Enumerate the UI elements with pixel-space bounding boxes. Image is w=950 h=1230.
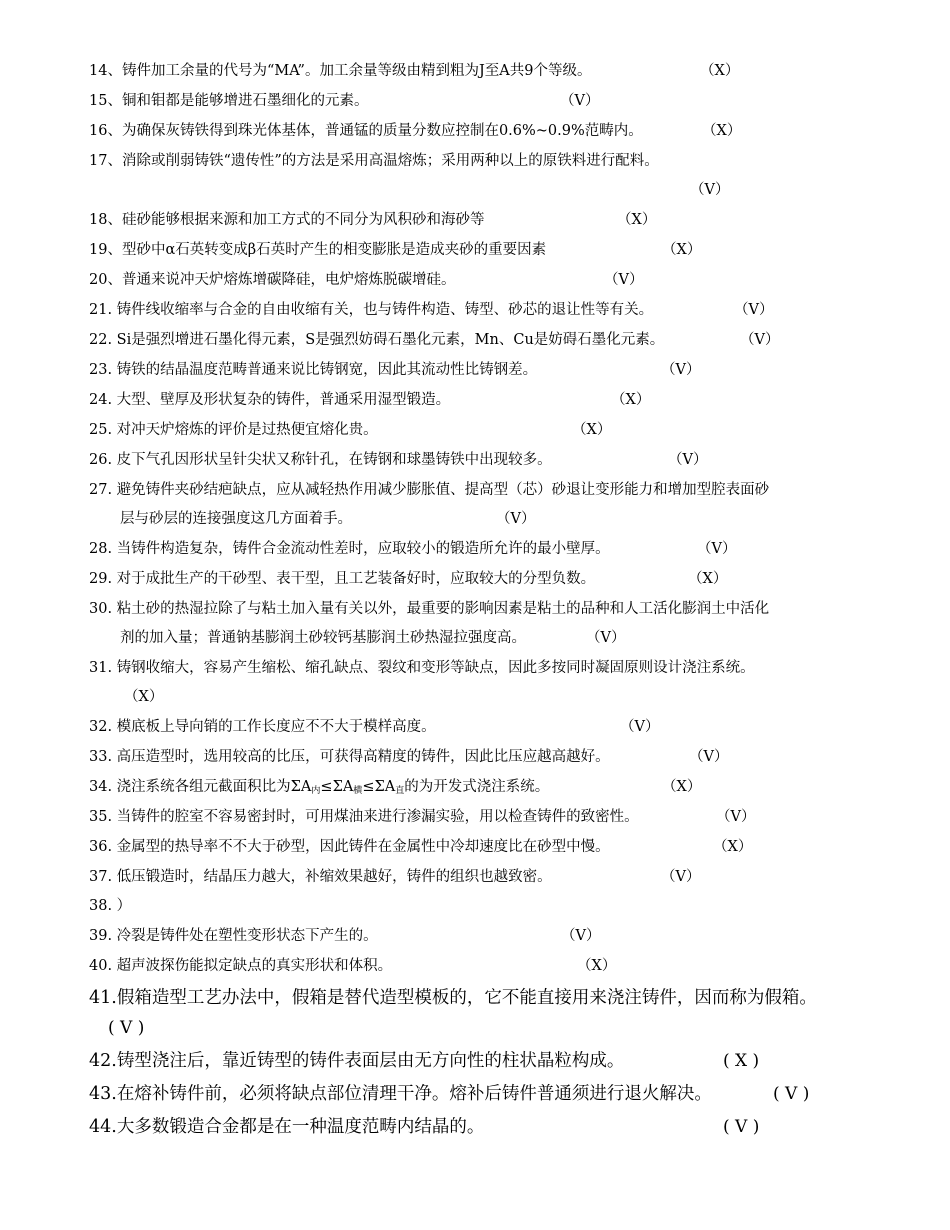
answer-33: （V） — [689, 749, 729, 765]
question-17: 17、消除或削弱铸铁“遗传性”的方法是采用高温熔炼；采用两种以上的原铁料进行配料。 — [89, 153, 659, 169]
answer-36: （X） — [713, 839, 753, 855]
subscript-zhi: 直 — [395, 786, 405, 796]
answer-42: ( X ) — [723, 1051, 760, 1071]
answer-34: （X） — [662, 779, 702, 795]
question-39: 39. 冷裂是铸件处在塑性变形状态下产生的。 — [89, 928, 378, 944]
answer-35: （V） — [716, 809, 756, 825]
answer-24: （X） — [611, 392, 651, 408]
question-15: 15、铜和钼都是能够增进石墨细化的元素。 — [89, 93, 369, 109]
question-34-part-c: ≤ΣA — [362, 779, 396, 795]
question-34-part-d: 的为开发式浇注系统。 — [404, 779, 550, 795]
subscript-heng: 横 — [353, 786, 363, 796]
answer-20: （V） — [604, 272, 644, 288]
answer-43: ( V ) — [773, 1084, 810, 1104]
question-23: 23. 铸铁的结晶温度范畴普通来说比铸钢宽，因此其流动性比铸钢差。 — [89, 362, 538, 378]
answer-21: （V） — [734, 302, 774, 318]
answer-14: （X） — [700, 63, 740, 79]
question-32: 32. 模底板上导向销的工作长度应不不大于模样高度。 — [89, 719, 436, 735]
answer-28: （V） — [697, 541, 737, 557]
answer-40: （X） — [577, 958, 617, 974]
question-41: 41.假箱造型工艺办法中，假箱是替代造型模板的，它不能直接用来浇注铸件，因而称为假箱。 — [89, 988, 817, 1008]
question-29: 29. 对于成批生产的干砂型、表干型，且工艺装备好时，应取较大的分型负数。 — [89, 571, 596, 587]
answer-17: （V） — [690, 182, 730, 198]
question-16: 16、为确保灰铸铁得到珠光体基体，普通锰的质量分数应控制在0.6%~0.9%范畴内。 — [89, 123, 643, 139]
question-36: 36. 金属型的热导率不不大于砂型，因此铸件在金属性中冷却速度比在砂型中慢。 — [89, 839, 610, 855]
question-34-part-a: 34. 浇注系统各组元截面积比为ΣA — [89, 779, 312, 795]
answer-22: （V） — [740, 332, 780, 348]
question-18: 18、硅砂能够根据来源和加工方式的不同分为风积砂和海砂等 — [89, 212, 485, 228]
question-22: 22. Si是强烈增进石墨化得元素，S是强烈妨碍石墨化元素，Mn、Cu是妨碍石墨化元素。 — [89, 332, 665, 348]
subscript-nei: 内 — [311, 786, 321, 796]
answer-39: （V） — [561, 928, 601, 944]
answer-16: （X） — [702, 123, 742, 139]
question-19: 19、型砂中α石英转变成β石英时产生的相变膨胀是造成夹砂的重要因素 — [89, 242, 547, 258]
answer-18: （X） — [617, 212, 657, 228]
answer-44: ( V ) — [723, 1117, 760, 1137]
question-28: 28. 当铸件构造复杂，铸件合金流动性差时，应取较小的锻造所允许的最小壁厚。 — [89, 541, 610, 557]
answer-15: （V） — [560, 93, 600, 109]
question-33: 33. 高压造型时，选用较高的比压，可获得高精度的铸件，因此比压应越高越好。 — [89, 749, 610, 765]
question-21: 21. 铸件线收缩率与合金的自由收缩有关，也与铸件构造、铸型、砂芯的退让性等有关。 — [89, 302, 654, 318]
answer-25: （X） — [572, 422, 612, 438]
answer-26: （V） — [668, 452, 708, 468]
question-27-continued: 层与砂层的连接强度这几方面着手。 — [120, 511, 352, 527]
question-38: 38. ） — [89, 898, 132, 914]
answer-31: （X） — [124, 689, 164, 705]
question-30-continued: 剂的加入量；普通钠基膨润土砂较钙基膨润土砂热湿拉强度高。 — [120, 630, 526, 646]
question-34 — [89, 777, 549, 801]
question-35: 35. 当铸件的腔室不容易密封时，可用煤油来进行渗漏实验，用以检查铸件的致密性。 — [89, 809, 639, 825]
answer-27: （V） — [496, 511, 536, 527]
question-26: 26. 皮下气孔因形状呈针尖状又称针孔，在铸钢和球墨铸铁中出现较多。 — [89, 452, 552, 468]
question-34-part-b: ≤ΣA — [320, 779, 354, 795]
answer-29: （X） — [688, 571, 728, 587]
question-30: 30. 粘土砂的热湿拉除了与粘土加入量有关以外，最重要的影响因素是粘土的品种和人工活化膨润土中活化 — [89, 601, 770, 617]
answer-23: （V） — [661, 362, 701, 378]
answer-30: （V） — [586, 630, 626, 646]
question-43: 43.在熔补铸件前，必须将缺点部位清理干净。熔补后铸件普通须进行退火解决。 — [89, 1084, 712, 1104]
question-27: 27. 避免铸件夹砂结疤缺点，应从减轻热作用减少膨胀值、提高型（芯）砂退让变形能力和增加型腔表面砂 — [89, 482, 770, 498]
answer-32: （V） — [620, 719, 660, 735]
question-42: 42.铸型浇注后，靠近铸型的铸件表面层由无方向性的柱状晶粒构成。 — [89, 1051, 625, 1071]
question-14: 14、铸件加工余量的代号为“MA”。加工余量等级由精到粗为J至A共9个等级。 — [89, 63, 592, 79]
question-37: 37. 低压锻造时，结晶压力越大，补缩效果越好，铸件的组织也越致密。 — [89, 869, 552, 885]
answer-41: ( V ) — [108, 1018, 145, 1038]
answer-19: （X） — [662, 242, 702, 258]
question-40: 40. 超声波探伤能拟定缺点的真实形状和体积。 — [89, 958, 393, 974]
question-31: 31. 铸钢收缩大，容易产生缩松、缩孔缺点、裂纹和变形等缺点，因此多按同时凝固原则设计浇注系统。 — [89, 660, 755, 676]
question-20: 20、普通来说冲天炉熔炼增碳降硅，电炉熔炼脱碳增硅。 — [89, 272, 456, 288]
question-24: 24. 大型、壁厚及形状复杂的铸件，普通采用湿型锻造。 — [89, 392, 451, 408]
answer-37: （V） — [661, 869, 701, 885]
question-44: 44.大多数锻造合金都是在一种温度范畴内结晶的。 — [89, 1117, 485, 1137]
question-25: 25. 对冲天炉熔炼的评价是过热便宜熔化贵。 — [89, 422, 378, 438]
